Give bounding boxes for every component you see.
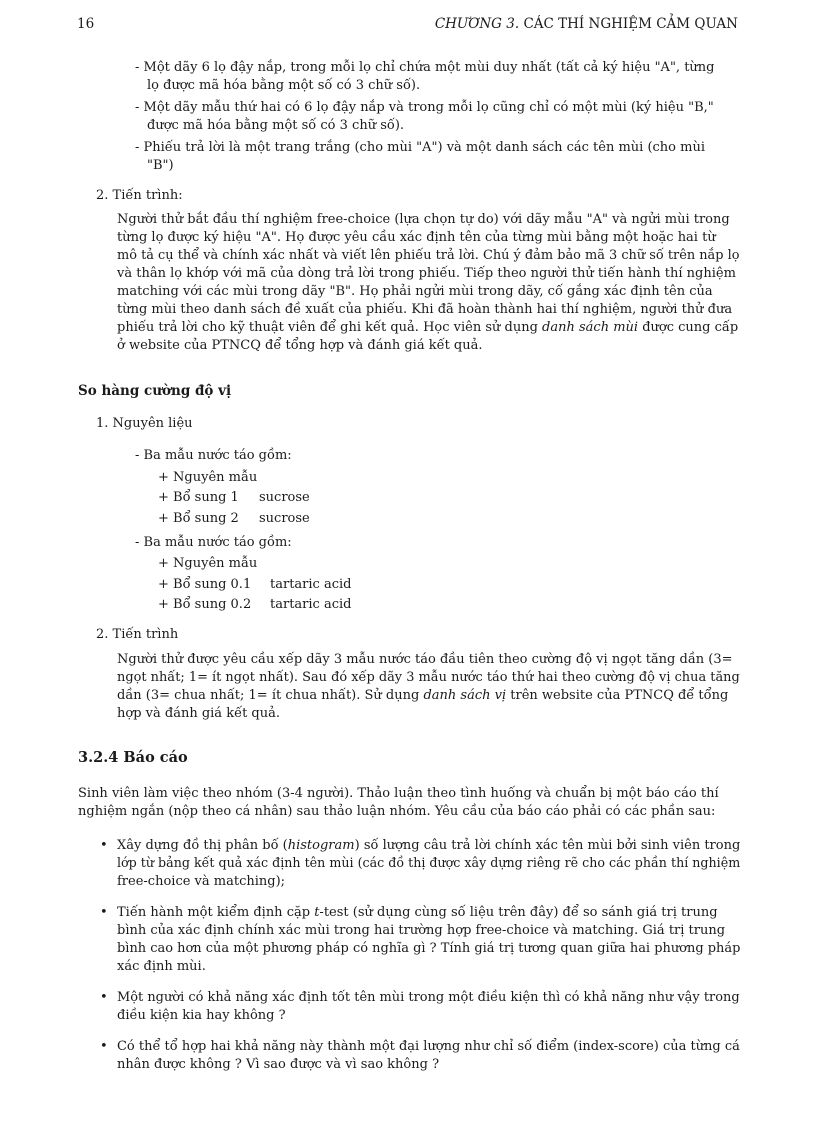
sample-name: + Nguyên mẫu: [158, 470, 258, 485]
report-bullet-line: xác định mùi.: [117, 959, 206, 974]
procedure-line: Người thử bắt đầu thí nghiệm free-choice (lựa chọn tự do) với dãy mẫu "A" và ngửi mùi trong: [117, 212, 730, 227]
procedure-text: trên website của PTNCQ để tổng: [506, 688, 729, 703]
report-bullet-line: free-choice và matching);: [117, 874, 286, 889]
report-bullet-line: [117, 837, 740, 855]
report-intro-line: nghiệm ngắn (nộp theo cá nhân) sau thảo luận nhóm. Yêu cầu của báo cáo phải có các phần sau:: [78, 804, 716, 819]
report-bullet-line: bình của xác định chính xác mùi trong hai trường hợp free-choice và matching. Giá trị trung: [117, 923, 726, 938]
sample-additive: sucrose: [259, 490, 310, 505]
section-title: 3.2.4 Báo cáo: [78, 749, 188, 766]
chapter-label: CHƯƠNG 3.: [434, 16, 520, 32]
material-item-3-line-2: "B"): [147, 158, 174, 173]
ranking-procedure-line: Người thử được yêu cầu xếp dãy 3 mẫu nước táo đầu tiên theo cường độ vị ngọt tăng dần (3=: [117, 652, 733, 667]
procedure-line: ở website của PTNCQ để tổng hợp và đánh giá kết quả.: [117, 338, 483, 353]
bullet-emphasis: t: [314, 905, 320, 920]
procedure-text: dần (3= chua nhất; 1= ít chua nhất). Sử dụng: [117, 688, 424, 703]
sample-additive: tartaric acid: [270, 597, 352, 612]
procedure-text: phiếu trả lời cho kỹ thuật viên để ghi kết quả. Học viên sử dụng: [117, 320, 543, 335]
procedure-line: từng lọ được ký hiệu "A". Họ được yêu cầu xác định tên của từng mùi bằng một hoặc hai từ: [117, 230, 716, 245]
material-item-2-line-2: được mã hóa bằng một số có 3 chữ số).: [147, 118, 405, 133]
ranking-procedure-line: ngọt nhất; 1= ít ngọt nhất). Sau đó xếp dãy 3 mẫu nước táo thứ hai theo cường độ vị chua tăng: [117, 670, 740, 685]
bullet-emphasis: histogram: [287, 838, 355, 853]
material-item-1-line-2: lọ được mã hóa bằng một số có 3 chữ số).: [147, 78, 421, 93]
bullet-text: Xây dựng đồ thị phân bố (: [117, 838, 288, 853]
procedure-heading: 2. Tiến trình:: [96, 188, 183, 203]
procedure-line: mô tả cụ thể và chính xác nhất và viết lên phiếu trả lời. Chú ý đảm bảo mã 3 chữ số trên nắp lọ: [117, 248, 740, 263]
sample-name: + Bổ sung 0.2: [158, 597, 252, 612]
bullet-icon: •: [100, 838, 108, 853]
ranking-procedure-line: hợp và đánh giá kết quả.: [117, 706, 281, 721]
report-bullet-line: bình cao hơn của một phương pháp có nghĩa gì ? Tính giá trị tương quan giữa hai phương pháp: [117, 941, 741, 956]
bullet-icon: •: [100, 905, 108, 920]
sample-additive: tartaric acid: [270, 577, 352, 592]
procedure-emphasis: danh sách vị: [423, 688, 507, 703]
sample-name: + Nguyên mẫu: [158, 556, 258, 571]
procedure-text: được cung cấp: [638, 320, 739, 335]
running-header: [435, 16, 738, 32]
report-bullet-line: [117, 904, 718, 922]
bullet-text: ) số lượng câu trả lời chính xác tên mùi bởi sinh viên trong: [354, 838, 741, 853]
material-item-1-line-1: - Một dãy 6 lọ đậy nắp, trong mỗi lọ chỉ chứa một mùi duy nhất (tất cả ký hiệu "A", từng: [135, 60, 715, 75]
page-number: 16: [77, 16, 95, 32]
sample-additive: sucrose: [259, 511, 310, 526]
report-bullet-line: điều kiện kia hay không ?: [117, 1008, 286, 1023]
sample-name: + Bổ sung 1: [158, 490, 239, 505]
bullet-icon: •: [100, 1039, 108, 1054]
procedure-line: và thân lọ khớp với mã của dòng trả lời trong phiếu. Tiếp theo người thử tiến hành thí nghiệm: [117, 266, 736, 281]
procedure-line: [117, 319, 738, 337]
subsection-title: So hàng cường độ vị: [78, 383, 232, 399]
report-bullet-line: nhân được không ? Vì sao được và vì sao không ?: [117, 1057, 440, 1072]
report-bullet-line: lớp từ bảng kết quả xác định tên mùi (các đồ thị được xây dựng riêng rẽ cho các phần thí nghiệm: [117, 856, 741, 871]
bullet-text: -test (sử dụng cùng số liệu trên đây) để so sánh giá trị trung: [319, 905, 718, 920]
report-intro-line: Sinh viên làm việc theo nhóm (3-4 người). Thảo luận theo tình huống và chuẩn bị một báo cáo thí: [78, 786, 719, 801]
bullet-text: Tiến hành một kiểm định cặp: [117, 905, 315, 920]
procedure-line: từng mùi theo danh sách đề xuất của phiếu. Khi đã hoàn thành hai thí nghiệm, người thử đưa: [117, 302, 733, 317]
material-item-3-line-1: - Phiếu trả lời là một trang trắng (cho mùi "A") và một danh sách các tên mùi (cho mùi: [135, 140, 706, 155]
report-bullet-line: Có thể tổ hợp hai khả năng này thành một đại lượng như chỉ số điểm (index-score) của từng cá: [117, 1039, 740, 1054]
material-item-2-line-1: - Một dãy mẫu thứ hai có 6 lọ đậy nắp và trong mỗi lọ cũng chỉ có một mùi (ký hiệu "B,": [135, 100, 714, 115]
sample-group-2-heading: - Ba mẫu nước táo gồm:: [135, 535, 292, 550]
procedure-line: matching với các mùi trong dãy "B". Họ phải ngửi mùi trong dãy, cố gắng xác định tên của: [117, 284, 713, 299]
procedure-heading: 2. Tiến trình: [96, 627, 179, 642]
materials-heading: 1. Nguyên liệu: [96, 416, 193, 431]
bullet-icon: •: [100, 990, 108, 1005]
ranking-procedure-line: [117, 687, 728, 705]
chapter-title: CÁC THÍ NGHIỆM CẢM QUAN: [523, 16, 738, 32]
sample-group-1-heading: - Ba mẫu nước táo gồm:: [135, 448, 292, 463]
sample-name: + Bổ sung 2: [158, 511, 239, 526]
report-bullet-line: Một người có khả năng xác định tốt tên mùi trong một điều kiện thì có khả năng như vậy trong: [117, 990, 740, 1005]
procedure-emphasis: danh sách mùi: [542, 320, 639, 335]
sample-name: + Bổ sung 0.1: [158, 577, 252, 592]
